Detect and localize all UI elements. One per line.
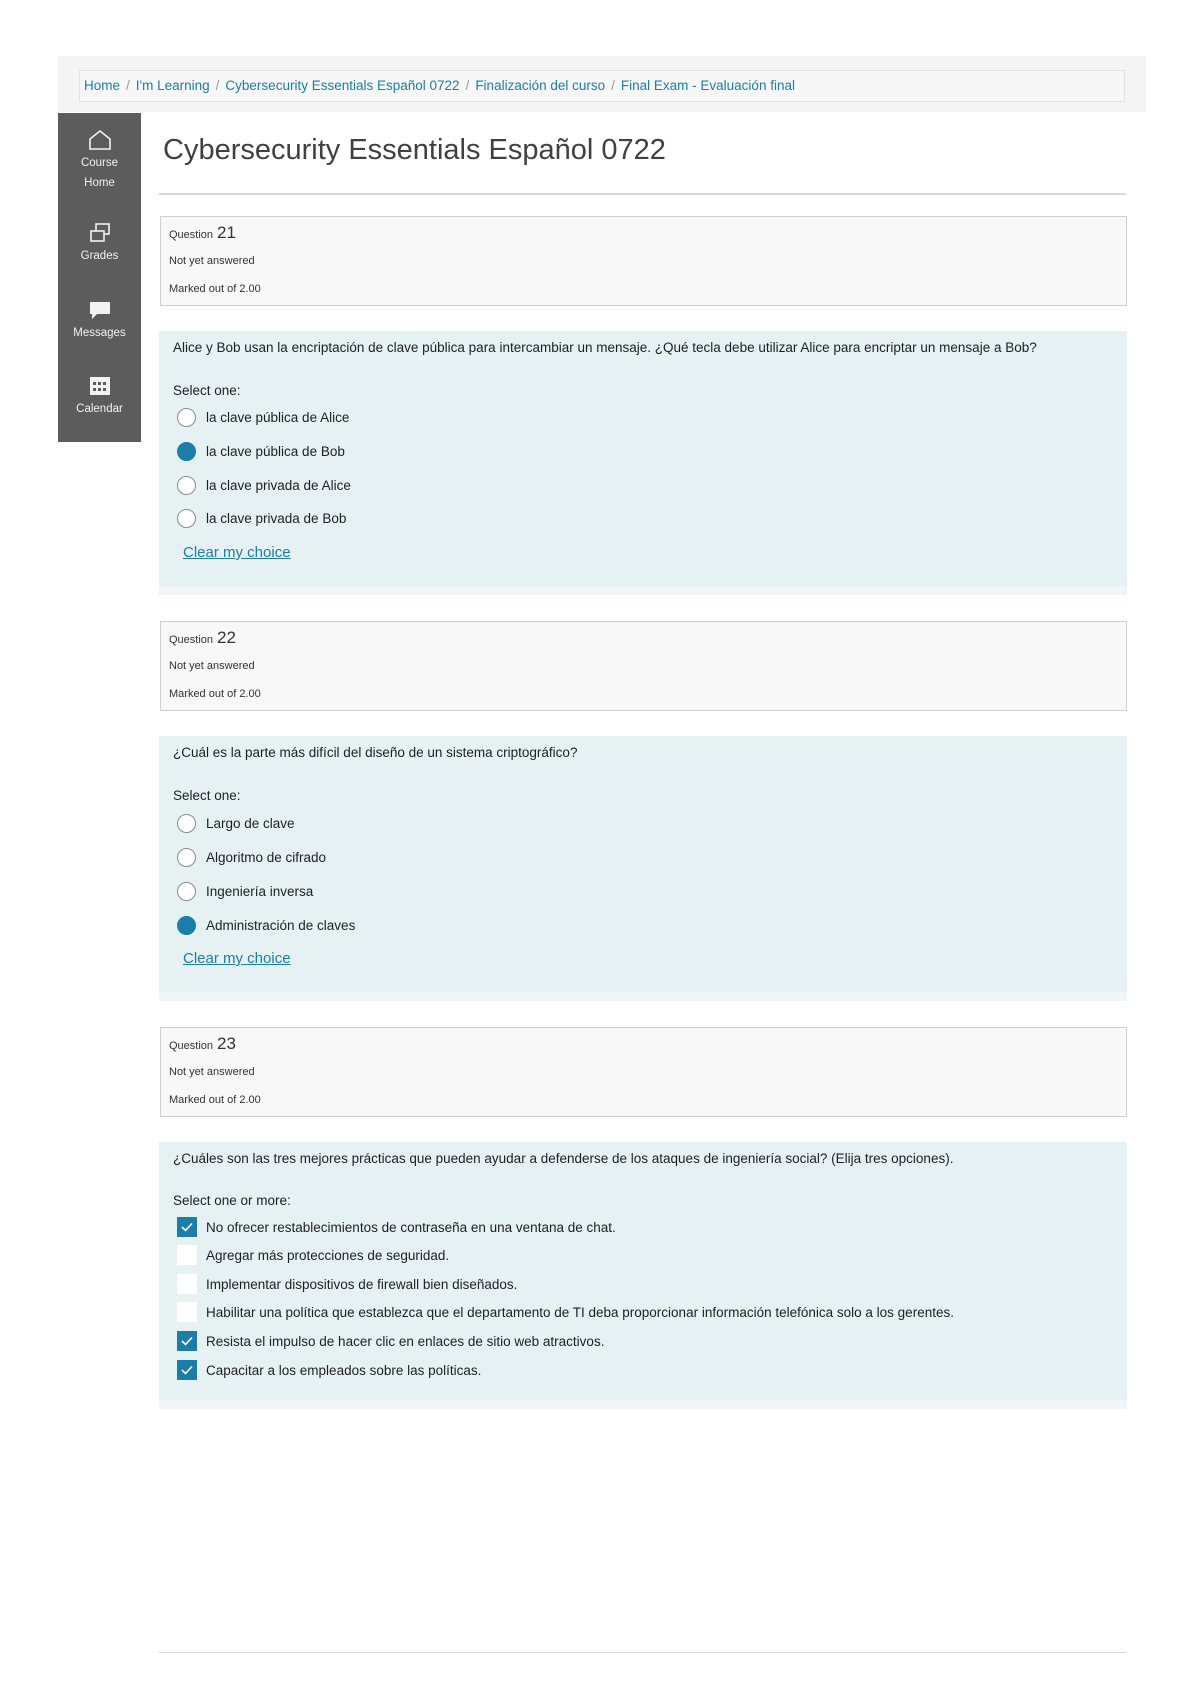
question-text: Alice y Bob usan la encriptación de clave pública para intercambiar un mensaje. ¿Qué tecla debe utilizar Alice para encriptar un mensaje a Bob? [173,340,1037,355]
radio-button[interactable] [177,814,196,833]
question-body-22 [159,736,1127,992]
radio-button[interactable] [177,408,196,427]
answer-checkbox-option[interactable] [177,1215,616,1239]
question-body-23 [159,1142,1127,1400]
answer-option[interactable] [177,506,346,530]
answer-checkbox-option[interactable] [177,1272,517,1296]
calendar-icon [88,375,112,397]
sidebar-item-course-home[interactable] [58,129,141,193]
breadcrumb-separator: / [611,78,615,93]
footer-divider [159,1652,1126,1653]
radio-button[interactable] [177,882,196,901]
checkbox-checked[interactable] [177,1360,197,1380]
question-footer [159,586,1127,595]
select-prompt: Select one: [173,383,241,398]
checkmark-icon [181,1336,193,1346]
answer-label: No ofrecer restablecimientos de contraseña en una ventana de chat. [206,1219,616,1235]
breadcrumb-separator: / [126,78,130,93]
answer-label: Largo de clave [206,815,295,831]
checkbox-checked[interactable] [177,1217,197,1237]
breadcrumb-separator: / [465,78,470,93]
select-prompt: Select one or more: [173,1193,291,1208]
question-text: ¿Cuáles son las tres mejores prácticas que pueden ayudar a defenderse de los ataques de ingeniería social? (Elija tres opciones). [173,1151,954,1166]
answer-checkbox-option[interactable] [177,1300,954,1324]
question-state: Not yet answered [169,1066,255,1078]
breadcrumb-course-completion[interactable]: Finalización del curso [475,78,606,93]
question-state: Not yet answered [169,660,255,672]
question-text: ¿Cuál es la parte más difícil del diseño de un sistema criptográfico? [173,745,578,760]
answer-label: Resista el impulso de hacer clic en enlaces de sitio web atractivos. [206,1333,605,1349]
answer-option[interactable] [177,845,326,869]
sidebar-item-calendar[interactable] [58,375,141,419]
checkbox[interactable] [177,1245,197,1265]
question-mark: Marked out of 2.00 [169,283,261,295]
radio-button-selected[interactable] [177,442,196,461]
question-footer [159,1400,1127,1409]
answer-option[interactable] [177,879,313,903]
sidebar-item-label: Messages [73,327,126,339]
checkmark-icon [181,1365,193,1375]
clear-choice-link[interactable]: Clear my choice [183,544,291,561]
answer-checkbox-option[interactable] [177,1243,449,1267]
question-number: Question 23 [169,1034,236,1053]
radio-button[interactable] [177,509,196,528]
answer-label: Implementar dispositivos de firewall bien diseñados. [206,1276,518,1292]
answer-option[interactable] [177,811,295,835]
question-mark: Marked out of 2.00 [169,688,261,700]
select-prompt: Select one: [173,788,241,803]
answer-label: la clave privada de Bob [206,510,347,526]
answer-label: la clave pública de Bob [206,443,345,459]
question-mark: Marked out of 2.00 [169,1094,261,1106]
checkbox[interactable] [177,1302,197,1322]
breadcrumb-final-exam[interactable]: Final Exam - Evaluación final [620,78,795,93]
sidebar-item-label: Course [80,157,119,169]
question-state: Not yet answered [169,255,255,267]
sidebar-item-label: Home [84,177,115,189]
answer-label: Administración de claves [206,917,356,933]
radio-button-selected[interactable] [177,916,196,935]
checkbox-checked[interactable] [177,1331,197,1351]
answer-label: Capacitar a los empleados sobre las políticas. [206,1362,482,1378]
answer-option[interactable] [177,439,345,463]
page-title: Cybersecurity Essentials Español 0722 [163,134,666,166]
question-body-21 [159,331,1127,586]
answer-label: Habilitar una política que establezca que el departamento de TI deba proporcionar información telefónica solo a los gerentes. [206,1304,954,1320]
title-divider [159,193,1126,195]
checkbox[interactable] [177,1274,197,1294]
sidebar-item-grades[interactable] [58,222,141,266]
answer-label: Ingeniería inversa [206,883,314,899]
clear-choice-link[interactable]: Clear my choice [183,950,291,967]
answer-checkbox-option[interactable] [177,1329,604,1353]
breadcrumb [79,70,1125,102]
sidebar [58,113,141,442]
radio-button[interactable] [177,848,196,867]
radio-button[interactable] [177,476,196,495]
answer-option[interactable] [177,405,349,429]
breadcrumb-home[interactable]: Home [84,78,121,93]
sidebar-item-label: Calendar [76,403,123,415]
question-footer [159,992,1127,1001]
checkmark-icon [181,1222,193,1232]
answer-checkbox-option[interactable] [177,1358,481,1382]
sidebar-item-label: Grades [80,250,119,262]
answer-label: Algoritmo de cifrado [206,849,327,865]
sidebar-item-messages[interactable] [58,299,141,343]
answer-label: la clave pública de Alice [206,409,350,425]
question-info-21 [160,216,1127,306]
question-number: Question 21 [169,223,236,242]
question-number: Question 22 [169,628,236,647]
answer-label: la clave privada de Alice [206,477,351,493]
home-icon [88,129,112,151]
breadcrumb-im-learning[interactable]: I'm Learning [135,78,210,93]
answer-option[interactable] [177,473,351,497]
question-info-22 [160,621,1127,711]
answer-label: Agregar más protecciones de seguridad. [206,1247,450,1263]
breadcrumb-separator: / [215,78,220,93]
grades-icon [88,222,112,244]
question-info-23 [160,1027,1127,1117]
breadcrumb-course[interactable]: Cybersecurity Essentials Español 0722 [225,78,460,93]
answer-option[interactable] [177,913,355,937]
messages-icon [88,299,112,321]
